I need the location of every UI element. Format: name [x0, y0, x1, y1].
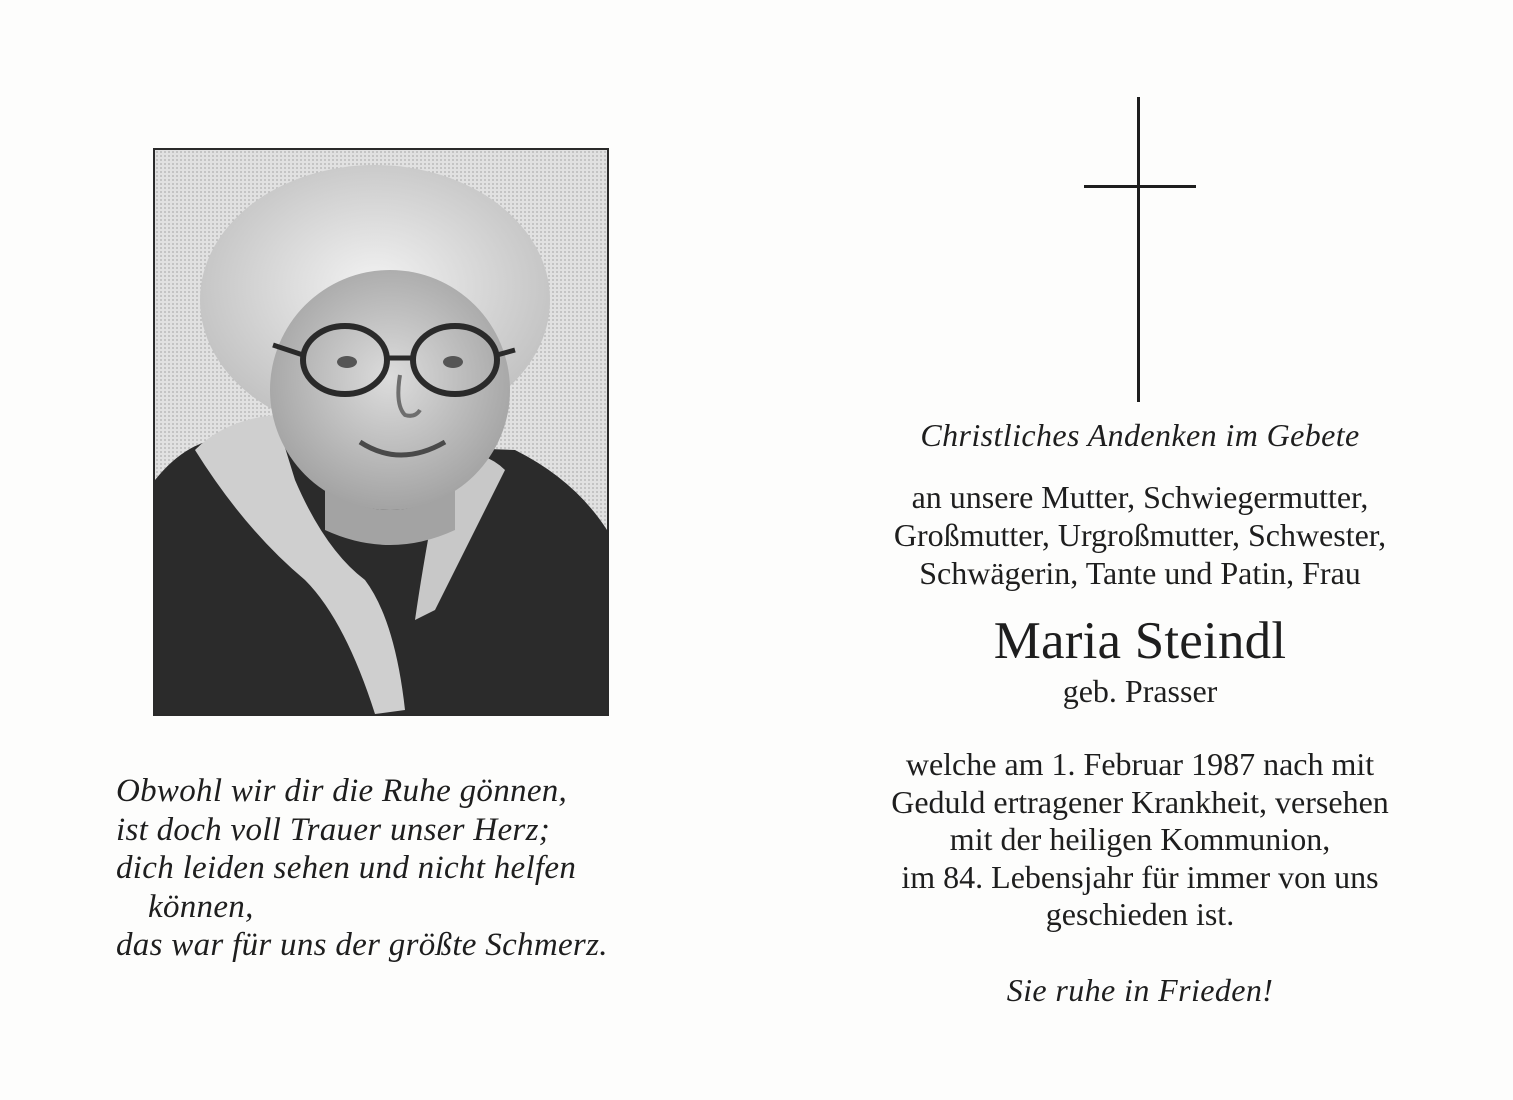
- details-line: geschieden ist.: [1045, 896, 1235, 932]
- details-line: im 84. Lebensjahr für immer von uns: [901, 858, 1379, 895]
- details-line: welche am 1. Februar 1987 nach mit: [905, 746, 1375, 782]
- cross-horizontal-bar: [1084, 185, 1196, 188]
- death-details: [830, 746, 1450, 934]
- portrait-image: [155, 150, 607, 714]
- portrait-photo: [153, 148, 609, 716]
- cross-vertical-bar: [1137, 97, 1140, 402]
- poem-line: ist doch voll Trauer unser Herz;: [116, 811, 551, 848]
- relations-text: [830, 478, 1450, 592]
- closing-blessing: Sie ruhe in Frieden!: [1006, 972, 1274, 1008]
- details-line: mit der heiligen Kommunion,: [949, 821, 1331, 857]
- poem-line: dich leiden sehen und nicht helfen: [116, 850, 577, 886]
- deceased-name: Maria Steindl: [993, 612, 1287, 670]
- relations-line: an unsere Mutter, Schwiegermutter,: [911, 479, 1369, 515]
- poem-line: Obwohl wir dir die Ruhe gönnen,: [116, 773, 568, 809]
- poem-line: das war für uns der größte Schmerz.: [116, 927, 608, 963]
- memorial-heading: Christliches Andenken im Gebete: [920, 417, 1360, 453]
- poem-line: können,: [148, 888, 254, 925]
- poem: [116, 772, 676, 965]
- details-line: Geduld ertragener Krankheit, versehen: [891, 783, 1389, 820]
- relations-line: Schwägerin, Tante und Patin, Frau: [919, 555, 1361, 591]
- relations-line: Großmutter, Urgroßmutter, Schwester,: [893, 517, 1387, 553]
- birth-name: geb. Prasser: [1062, 673, 1218, 709]
